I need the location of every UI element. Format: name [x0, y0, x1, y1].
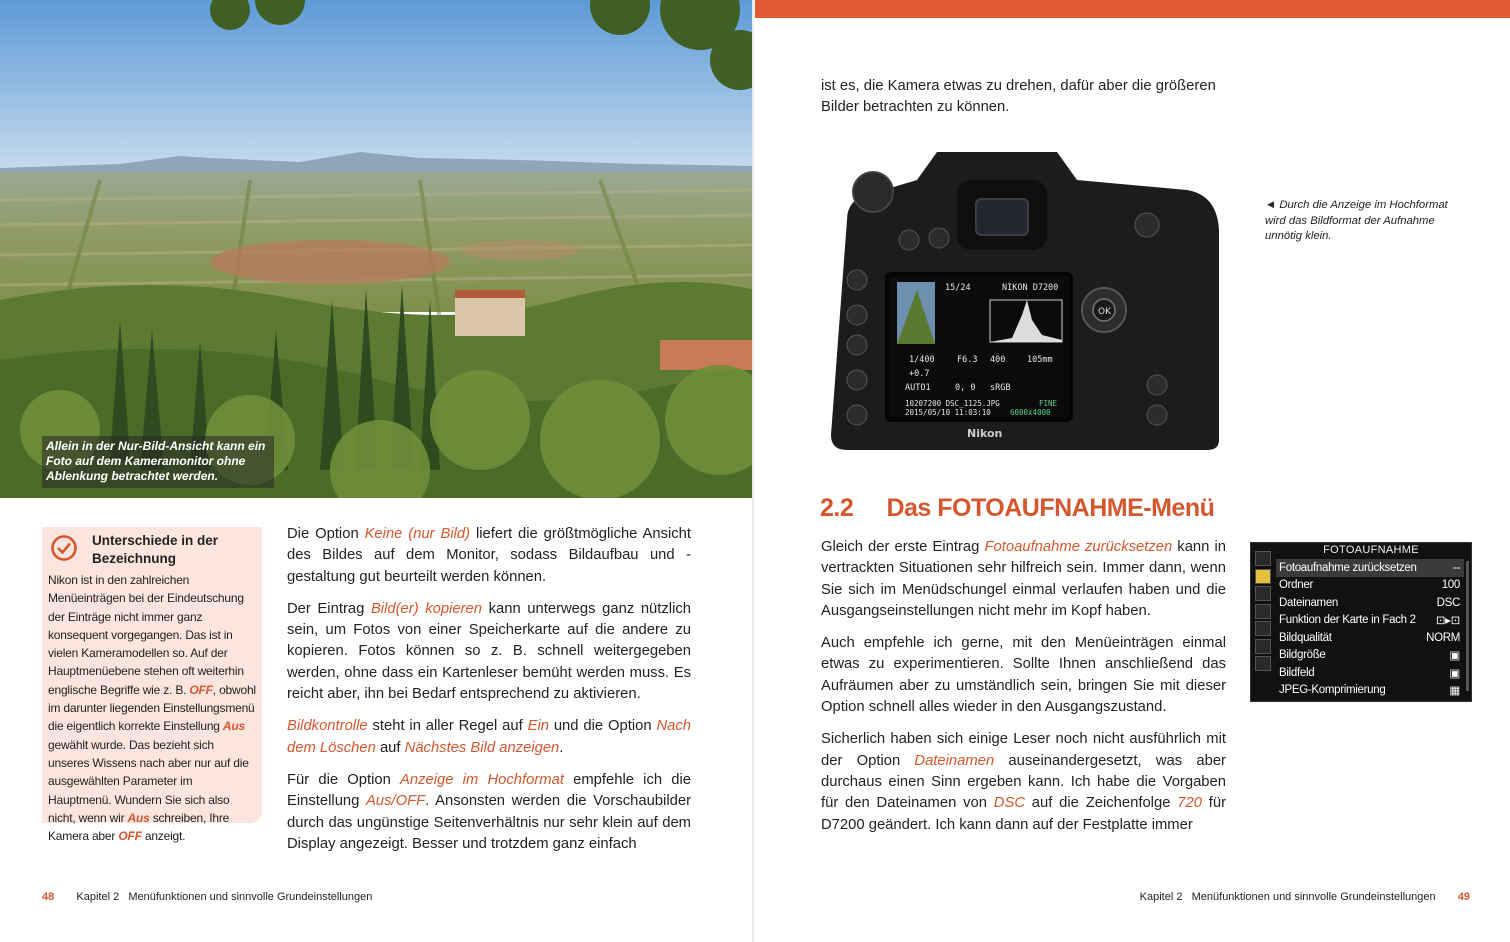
text-run: Gleich der erste Eintrag	[821, 539, 985, 555]
retouch-tab-icon	[1255, 639, 1271, 654]
camera-screen-wb: AUTO1	[905, 383, 931, 393]
text-run: für D7200 geändert. Ich kann dann auf der Festplatte immer	[821, 795, 1226, 833]
highlight-term: OFF	[118, 829, 142, 844]
menu-row[interactable]	[1276, 559, 1464, 577]
menu-row-value: --	[1452, 561, 1460, 574]
camera-screen-shutter: 1/400	[909, 355, 935, 365]
right-body-text	[821, 537, 1226, 847]
menu-row[interactable]	[1276, 612, 1464, 630]
camera-screen-iso: 400	[990, 355, 1006, 365]
paragraph	[821, 729, 1226, 835]
paragraph	[287, 524, 691, 588]
highlight-term: Aus	[127, 810, 150, 825]
camera-screen-aperture: F6.3	[957, 355, 978, 365]
menu-row-label: Dateinamen	[1279, 596, 1339, 609]
pencil-tab-icon	[1255, 604, 1271, 619]
menu-row[interactable]	[1276, 577, 1464, 595]
camera-screen-quality: FINE	[1039, 399, 1058, 408]
menu-row[interactable]	[1276, 594, 1464, 612]
text-run: Der Eintrag	[287, 600, 371, 617]
landscape-photo	[0, 0, 755, 498]
movie-tab-icon	[1255, 586, 1271, 601]
menu-tab-icons	[1255, 551, 1273, 674]
playback-tab-icon	[1255, 551, 1271, 566]
option-name: Ein	[527, 718, 549, 735]
section-title: Das FOTOAUFNAHME-Menü	[886, 494, 1215, 522]
menu-title: FOTOAUFNAHME	[1323, 544, 1419, 556]
menu-scrollbar	[1466, 561, 1469, 691]
menu-rows	[1276, 559, 1464, 699]
paragraph	[821, 633, 1226, 718]
section-heading	[820, 494, 1214, 523]
text-run: Sicherlich haben sich einige Leser noch nicht ausführlich mit der Option	[821, 731, 1226, 769]
camera-screen-wb-vals: 0, 0	[955, 383, 976, 393]
camera-screen-date: 2015/05/10 11:03:10	[905, 408, 991, 417]
menu-row-value: ▦	[1449, 685, 1460, 698]
right-page	[755, 0, 1510, 942]
text-run: Die Option	[287, 526, 365, 542]
text-run: und die Option	[548, 718, 657, 735]
left-body-text	[287, 524, 691, 866]
paragraph	[287, 599, 691, 705]
info-box-body	[48, 571, 258, 845]
text-run: auf	[375, 739, 405, 756]
camera-screen-size: 6000x4000	[1010, 408, 1051, 417]
option-name: Nach dem Löschen	[287, 718, 691, 756]
text-run: kann unterwegs ganz nützlich sein, um Fotos von einer Speicherkarte auf die andere zu kopieren. Fotos können so z. B. schnell weitergegeben werden, ohne dass ein Kartenleser bemüht werden muss. Es reicht aber, ihn bei Bedarf entsprechend zu aktivieren.	[287, 600, 691, 703]
option-name: Anzeige im Hochformat	[400, 771, 564, 788]
page-number: 49	[1457, 891, 1470, 903]
menu-row-value: ▣	[1449, 667, 1460, 680]
camera-screen-colorspace: sRGB	[990, 383, 1011, 393]
info-box	[42, 527, 262, 844]
text-run: Nikon ist in den zahlreichen Menüeinträgen bei der Eindeutschung der Einträge nicht immer ganz konsequent vorgegangen. Das ist in vielen Kameramodellen so. Auf der Hauptmenüebene stehen oft weiterhin englische Begriffe wie z. B.	[48, 573, 244, 697]
menu-row-value: 100	[1441, 579, 1460, 592]
page-number: 48	[42, 891, 55, 903]
camera-screen-ev: +0.7	[909, 369, 930, 379]
section-number: 2.2	[820, 494, 854, 522]
menu-row-value: ⊡▸⊡	[1435, 615, 1460, 628]
camera-screen-brand: Nikon	[967, 427, 1003, 440]
menu-row[interactable]	[1276, 629, 1464, 647]
option-name: Fotoaufnahme zurücksetzen	[984, 539, 1173, 555]
menu-row-label: Bildfeld	[1279, 666, 1315, 679]
camera-screen-file: 10207200 DSC_1125.JPG	[905, 399, 1000, 408]
option-name: Keine (nur Bild)	[364, 526, 471, 542]
option-name: Dateinamen	[914, 752, 995, 769]
menu-row[interactable]	[1276, 682, 1464, 700]
menu-row[interactable]	[1276, 664, 1464, 682]
menu-row-value: ▣	[1449, 650, 1460, 663]
footer-chapter: Kapitel 2 Menüfunktionen und sinnvolle Grundeinstellungen	[76, 891, 373, 903]
highlight-term: OFF	[189, 682, 213, 697]
highlight-term: Aus	[222, 719, 245, 734]
menu-row-value: DSC	[1436, 596, 1460, 609]
text-run: auseinandergesetzt, was aber durchaus einen Sinn ergeben kann. Ich habe die Vorgaben für den Dateinamen von	[821, 752, 1226, 812]
text-run: kann in vertrackten Situationen sehr hilfreich sein. Immer dann, wenn Sie sich im Menüdschungel einmal verlaufen haben und die Ausgangseinstellungen nicht mehr im Kopf haben.	[821, 539, 1226, 619]
mymenu-tab-icon	[1255, 656, 1271, 671]
menu-row-label: Fotoaufnahme zurücksetzen	[1279, 561, 1417, 574]
text-run: Auch empfehle ich gerne, mit den Menüeinträgen einmal etwas zu experimentieren. Sollte Ihnen anschließend das Aufräumen aber zu umständlich sein, bringen Sie mit dieser Option schnell alles wieder in den Ausgangszustand.	[821, 635, 1226, 716]
menu-row-label: Bildqualität	[1279, 631, 1332, 644]
menu-row-label: Ordner	[1279, 579, 1313, 592]
option-name: DSC	[993, 795, 1026, 812]
option-name: Aus/OFF	[366, 793, 426, 810]
text-run: anzeigt.	[141, 829, 186, 844]
camera-caption: ◄ Durch die Anzeige im Hochformat wird das Bildformat der Aufnahme unnötig klein.	[1265, 199, 1448, 242]
paragraph	[287, 770, 691, 855]
text-run: Für die Option	[287, 771, 401, 788]
camera-screen-frame: 15/24	[945, 283, 971, 293]
fotoaufnahme-menu-screenshot	[1250, 542, 1472, 702]
camera-tab-icon	[1255, 569, 1271, 584]
option-name: 720	[1177, 795, 1202, 812]
text-run: gewählt wurde. Das bezieht sich unseres Wissens nach aber nur auf die ausgewählten Parameter im Hauptmenü. Wundern Sie sich also nicht, wenn wir	[48, 737, 249, 825]
footer-chapter: Kapitel 2 Menüfunktionen und sinnvolle Grundeinstellungen	[1139, 891, 1436, 903]
paragraph	[821, 537, 1226, 622]
right-footer	[1140, 891, 1470, 903]
option-name: Bild(er) kopieren	[370, 600, 482, 617]
camera-screen-focal: 105mm	[1027, 355, 1053, 365]
text-run: auf die Zeichenfolge	[1025, 795, 1178, 812]
wrench-tab-icon	[1255, 621, 1271, 636]
info-box-title: Unterschiede in der Bezeichnung	[92, 533, 219, 566]
menu-row-label: JPEG-Komprimierung	[1279, 684, 1386, 697]
text-run: liefert die größtmögliche Ansicht des Bildes auf dem Monitor, sodass Bildaufbau und -gestaltung gut beurteilt werden können.	[287, 526, 691, 585]
text-run: schreiben, Ihre Kamera aber	[48, 810, 230, 844]
svg-text:OK: OK	[1098, 307, 1111, 317]
menu-row[interactable]	[1276, 647, 1464, 665]
text-run: steht in aller Regel auf	[367, 718, 528, 735]
top-accent-bar	[755, 0, 1510, 18]
photo-caption: Allein in der Nur-Bild-Ansicht kann ein Foto auf dem Kameramonitor ohne Ablenkung betrachtet werden.	[42, 436, 274, 488]
checkmark-icon	[50, 534, 78, 562]
menu-row-label: Funktion der Karte in Fach 2	[1279, 614, 1416, 627]
option-name: Nächstes Bild anzeigen	[404, 739, 560, 756]
camera-screen-model: NIKON D7200	[1002, 283, 1059, 293]
intro-text: ist es, die Kamera etwas zu drehen, dafür aber die größeren Bilder betrachten zu können.	[821, 78, 1216, 116]
text-run: . Ansonsten werden die Vorschaubilder durch das ungünstige Seitenverhältnis nur sehr klein auf dem Display angezeigt. Besser und trotzdem ganz einfach	[287, 793, 692, 852]
text-run: empfehle ich die Einstellung	[287, 771, 691, 810]
text-run: .	[559, 739, 564, 756]
camera-photo	[827, 140, 1227, 452]
menu-row-value: NORM	[1426, 631, 1460, 644]
option-name: Bildkontrolle	[287, 718, 368, 735]
left-footer	[42, 891, 372, 903]
text-run: , obwohl im darunter liegenden Einstellungsmenü die eigentlich korrekte Einstellung	[48, 682, 256, 734]
menu-row-label: Bildgröße	[1279, 649, 1326, 662]
paragraph	[287, 716, 691, 759]
